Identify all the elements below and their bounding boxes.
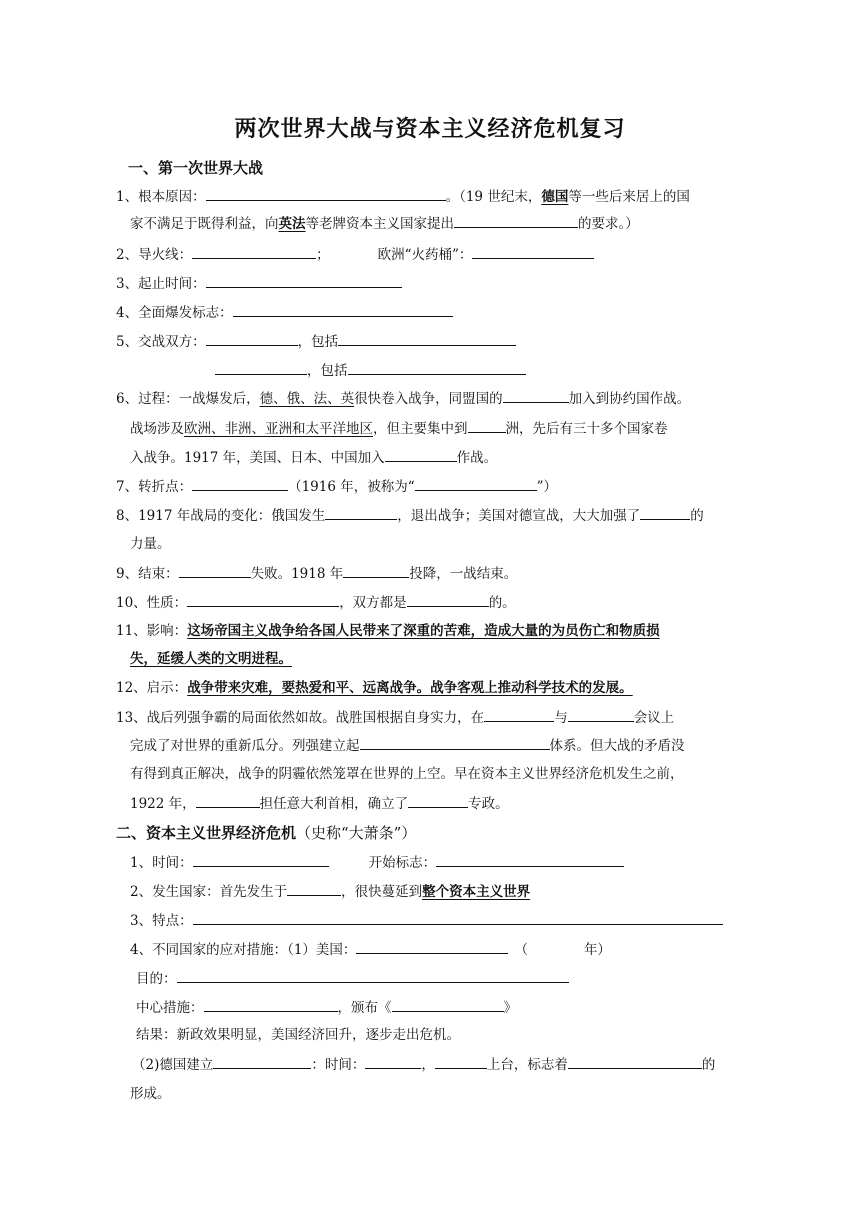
blank-germany-regime[interactable] (213, 1054, 311, 1069)
blank-nickname[interactable] (415, 476, 537, 491)
blank-purpose[interactable] (177, 968, 569, 983)
item-1-line-2: 家不满足于既得利益，向英法等老牌资本主义国家提出 的要求。） (130, 213, 748, 234)
crisis-item-5-line-2: 形成。 (130, 1086, 171, 1102)
blank-central-measure[interactable] (204, 997, 338, 1012)
crisis-item-2-line: 2、发生国家：首先发生于 ，很快蔓延到整个资本主义世界 (130, 881, 748, 902)
item-10-line: 10、性质： ，双方都是 的。 (116, 592, 734, 613)
crisis-item-4-line-1: 4、不同国家的应对措施：（1）美国： （ 年） (130, 939, 748, 960)
blank-germany-time[interactable] (365, 1054, 421, 1069)
blank-join-side[interactable] (385, 447, 457, 462)
item-1-line-1: 1、根本原因： 。（19 世纪末，德国等一些后来居上的国 (116, 186, 734, 207)
blank-demand[interactable] (454, 213, 578, 228)
item-2-line: 2、导火线： ； 欧洲“火药桶”： (116, 244, 734, 265)
item-13-line-1: 13、战后列强争霸的局面依然如故。战胜国根据自身实力，在 与 会议上 (116, 707, 734, 728)
blank-us-policy[interactable] (356, 939, 508, 954)
blank-period[interactable] (206, 273, 402, 288)
blank-ally-switch[interactable] (503, 388, 569, 403)
blank-germany-leader[interactable] (435, 1054, 487, 1069)
item-12-line: 12、启示：战争带来灾难，要热爱和平、远离战争。战争客观上推动科学技术的发展。 (116, 680, 633, 696)
blank-outbreak-mark[interactable] (233, 302, 453, 317)
item-13-line-3: 有得到真正解决，战争的阴霾依然笼罩在世界的上空。早在资本主义世界经济危机发生之前， (130, 766, 684, 782)
item-6-line-1: 6、过程：一战爆发后，德、俄、法、英很快卷入战争，同盟国的 加入到协约国作战。 (116, 388, 734, 409)
blank-conference-2[interactable] (568, 707, 634, 722)
blank-conference-1[interactable] (484, 707, 554, 722)
blank-side-a-members[interactable] (338, 331, 516, 346)
blank-law-name[interactable] (392, 997, 504, 1012)
item-13-line-2: 完成了对世界的重新瓜分。列强建立起 体系。但大战的矛盾没 (130, 735, 748, 756)
item-4-line: 4、全面爆发标志： (116, 302, 734, 323)
page-title: 两次世界大战与资本主义经济危机复习 (234, 116, 626, 142)
blank-side-b[interactable] (215, 360, 307, 375)
blank-strengthened[interactable] (640, 505, 690, 520)
blank-nature[interactable] (187, 592, 339, 607)
item-7-line: 7、转折点： （1916 年，被称为“ ”） (116, 476, 734, 497)
blank-crisis-time[interactable] (193, 852, 329, 867)
blank-continent[interactable] (468, 418, 506, 433)
item-6-line-2: 战场涉及欧洲、非洲、亚洲和太平洋地区，但主要集中到 洲，先后有三十多个国家卷 (130, 418, 748, 439)
blank-surrender[interactable] (343, 563, 409, 578)
item-11-line-2: 失，延缓人类的文明进程。 (130, 651, 292, 667)
blank-italy-pm[interactable] (196, 793, 260, 808)
blank-germany-mark[interactable] (568, 1054, 702, 1069)
blank-turning-point[interactable] (192, 476, 288, 491)
crisis-item-4-purpose: 目的： (136, 968, 754, 989)
blank-powder-keg[interactable] (472, 244, 594, 259)
blank-dictatorship[interactable] (408, 793, 468, 808)
blank-defeated[interactable] (179, 563, 251, 578)
item-3-line: 3、起止时间： (116, 273, 734, 294)
item-8-line-2: 力量。 (130, 536, 171, 552)
section-2-heading: 二、资本主义世界经济危机（史称“大萧条”） (116, 824, 417, 842)
item-8-line-1: 8、1917 年战局的变化：俄国发生 ，退出战争；美国对德宣战，大大加强了 的 (116, 505, 734, 526)
blank-features[interactable] (193, 910, 723, 925)
blank-side-a[interactable] (206, 331, 298, 346)
blank-side-b-members[interactable] (348, 360, 526, 375)
section-1-heading: 一、第一次世界大战 (128, 159, 264, 177)
item-5-line-1: 5、交战双方： ，包括 (116, 331, 734, 352)
blank-system[interactable] (360, 735, 550, 750)
item-13-line-4: 1922 年， 担任意大利首相，确立了 专政。 (130, 793, 748, 814)
item-9-line: 9、结束： 失败。1918 年 投降，一战结束。 (116, 563, 734, 584)
blank-crisis-start[interactable] (436, 852, 624, 867)
item-5-line-2: ，包括 (215, 360, 833, 381)
crisis-item-5-line-1: （2)德国建立 ：时间： ， 上台，标志着 的 (132, 1054, 750, 1075)
item-11-line-1: 11、影响：这场帝国主义战争给各国人民带来了深重的苦难，造成大量的为员伤亡和物质损 (116, 623, 660, 639)
crisis-item-4-result: 结果：新政效果明显，美国经济回升，逐步走出危机。 (136, 1027, 460, 1043)
crisis-item-3-line: 3、特点： (130, 910, 748, 931)
crisis-item-1-line: 1、时间： 开始标志： (130, 852, 748, 873)
blank-both-sides[interactable] (407, 592, 489, 607)
blank-russia-event[interactable] (325, 505, 397, 520)
crisis-item-4-measure: 中心措施： ，颁布《 》 (136, 997, 754, 1018)
blank-root-cause[interactable] (206, 186, 446, 201)
item-6-line-3: 入战争。1917 年，美国、日本、中国加入 作战。 (130, 447, 748, 468)
blank-origin-country[interactable] (287, 881, 341, 896)
blank-fuse[interactable] (192, 244, 316, 259)
